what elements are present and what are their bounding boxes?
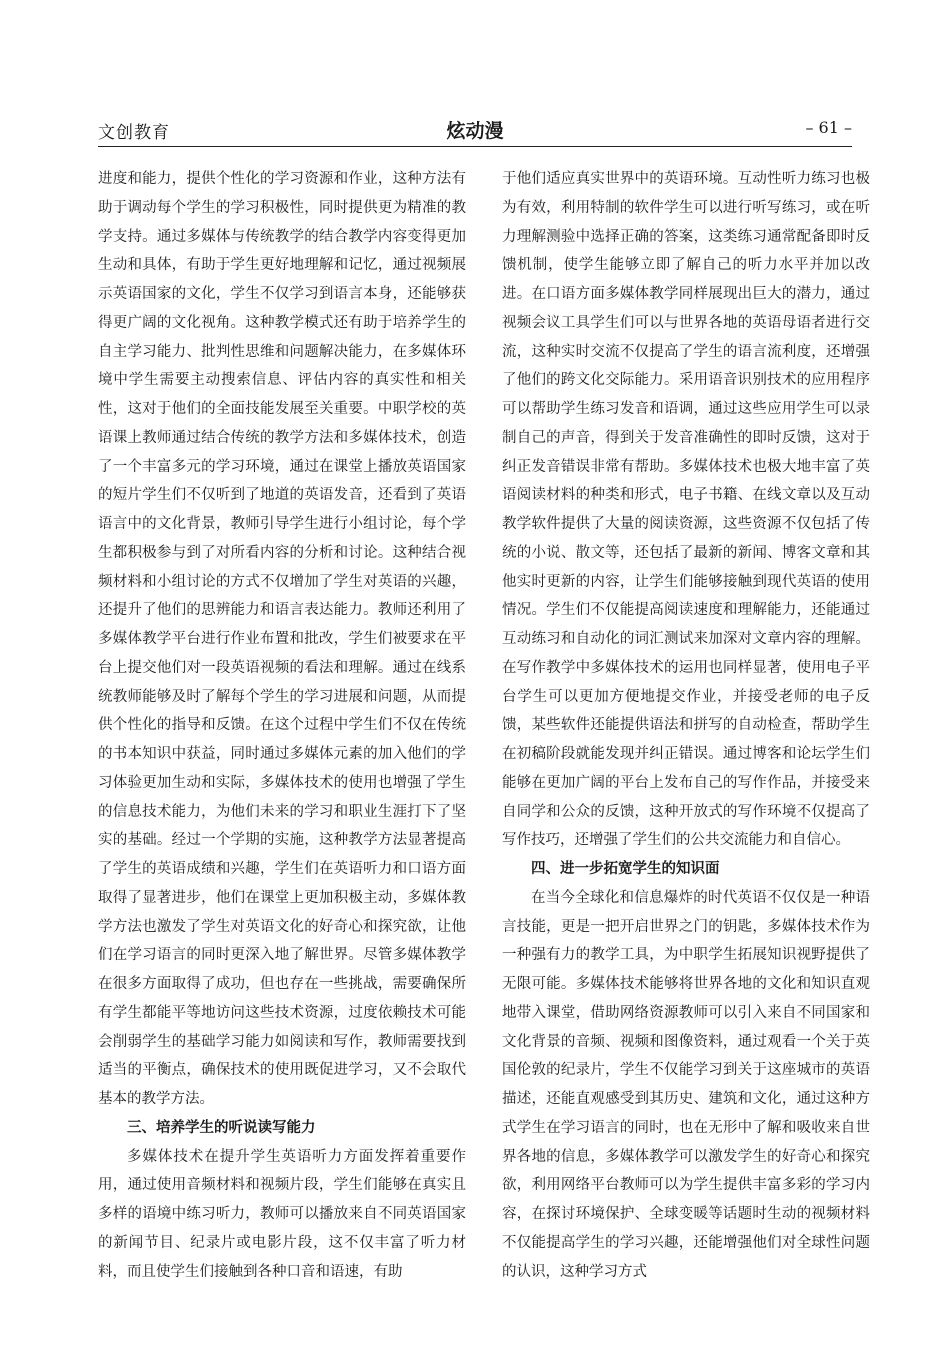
section-heading-4: 四、进一步拓宽学生的知识面 bbox=[531, 861, 720, 877]
section-title: 炫动漫 bbox=[446, 120, 504, 142]
left-column bbox=[98, 165, 466, 1286]
journal-name: 文创教育 bbox=[98, 123, 170, 143]
header-rule bbox=[98, 146, 852, 147]
right-column bbox=[502, 165, 870, 1286]
running-header bbox=[98, 118, 852, 144]
paragraph: 于他们适应真实世界中的英语环境。互动性听力练习也极为有效，利用特制的软件学生可以进行听写练习，或在听力理解测验中选择正确的答案，这类练习通常配备即时反馈机制，使学生能够立即了解自己的听力水平并加以改进。在口语方面多媒体教学同样展现出巨大的潜力，通过视频会议工具学生们可以与世界各地的英语母语者进行交流，这种实时交流不仅提高了学生的语言流利度，还增强了他们的跨文化交际能力。采用语音识别技术的应用程序可以帮助学生练习发音和语调，通过这些应用学生可以录制自己的声音，得到关于发音准确性的即时反馈，这对于纠正发音错误非常有帮助。多媒体技术也极大地丰富了英语阅读材料的种类和形式，电子书籍、在线文章以及互动教学软件提供了大量的阅读资源，这些资源不仅包括了传统的小说、散文等，还包括了最新的新闻、博客文章和其他实时更新的内容，让学生们能够接触到现代英语的使用情况。学生们不仅能提高阅读速度和理解能力，还能通过互动练习和自动化的词汇测试来加深对文章内容的理解。在写作教学中多媒体技术的运用也同样显著，使用电子平台学生可以更加方便地提交作业，并接受老师的电子反馈，某些软件还能提供语法和拼写的自动检查，帮助学生在初稿阶段就能发现并纠正错误。通过博客和论坛学生们能够在更加广阔的平台上发布自己的写作作品，并接受来自同学和公众的反馈，这种开放式的写作环境不仅提高了写作技巧，还增强了学生们的公共交流能力和自信心。 bbox=[502, 171, 870, 849]
section-heading-3: 三、培养学生的听说读写能力 bbox=[127, 1119, 316, 1136]
paragraph: 在当今全球化和信息爆炸的时代英语不仅仅是一种语言技能，更是一把开启世界之门的钥匙，多媒体技术作为一种强有力的教学工具，为中职学生拓展知识视野提供了无限可能。多媒体技术能够将世界各地的文化和知识直观地带入课堂，借助网络资源教师可以引入来自不同国家和文化背景的音频、视频和图像资料，通过观看一个关于英国伦敦的纪录片，学生不仅能学习到关于这座城市的英语描述，还能直观感受到其历史、建筑和文化，通过这种方式学生在学习语言的同时，也在无形中了解和吸收来自世界各地的信息，多媒体教学可以激发学生的好奇心和探究欲，利用网络平台教师可以为学生提供丰富多彩的学习内容，在探讨环境保护、全球变暖等话题时生动的视频材料不仅能提高学生的学习兴趣，还能增强他们对全球性问题的认识，这种学习方式 bbox=[502, 889, 870, 1280]
page-number: – 61 – bbox=[805, 118, 852, 137]
paragraph: 多媒体技术在提升学生英语听力方面发挥着重要作用，通过使用音频材料和视频片段，学生们能够在真实且多样的语境中练习听力，教师可以播放来自不同英语国家的新闻节目、纪录片或电影片段，这不仅丰富了听力材料，而且使学生们接触到各种口音和语速，有助 bbox=[98, 1148, 466, 1280]
paragraph: 进度和能力，提供个性化的学习资源和作业，这种方法有助于调动每个学生的学习积极性，同时提供更为精准的教学支持。通过多媒体与传统教学的结合教学内容变得更加生动和具体，有助于学生更好地理解和记忆，通过视频展示英语国家的文化，学生不仅学习到语言本身，还能够获得更广阔的文化视角。这种教学模式还有助于培养学生的自主学习能力、批判性思维和问题解决能力，在多媒体环境中学生需要主动搜索信息、评估内容的真实性和相关性，这对于他们的全面技能发展至关重要。中职学校的英语课上教师通过结合传统的教学方法和多媒体技术，创造了一个丰富多元的学习环境，通过在课堂上播放英语国家的短片学生们不仅听到了地道的英语发音，还看到了英语语言中的文化背景，教师引导学生进行小组讨论，每个学生都积极参与到了对所看内容的分析和讨论。这种结合视频材料和小组讨论的方式不仅增加了学生对英语的兴趣，还提升了他们的思辨能力和语言表达能力。教师还利用了多媒体教学平台进行作业布置和批改，学生们被要求在平台上提交他们对一段英语视频的看法和理解。通过在线系统教师能够及时了解每个学生的学习进展和问题，从而提供个性化的指导和反馈。在这个过程中学生们不仅在传统的书本知识中获益，同时通过多媒体元素的加入他们的学习体验更加生动和实际，多媒体技术的使用也增强了学生的信息技术能力，为他们未来的学习和职业生涯打下了坚实的基础。经过一个学期的实施，这种教学方法显著提高了学生的英语成绩和兴趣，学生们在英语听力和口语方面取得了显著进步，他们在课堂上更加积极主动，多媒体教学方法也激发了学生对英语文化的好奇心和探究欲，让他们在学习语言的同时更深入地了解世界。尽管多媒体教学在很多方面取得了成功，但也存在一些挑战，需要确保所有学生都能平等地访问这些技术资源，过度依赖技术可能会削弱学生的基础学习能力如阅读和写作，教师需要找到适当的平衡点，确保技术的使用既促进学习，又不会取代基本的教学方法。 bbox=[98, 171, 466, 1107]
